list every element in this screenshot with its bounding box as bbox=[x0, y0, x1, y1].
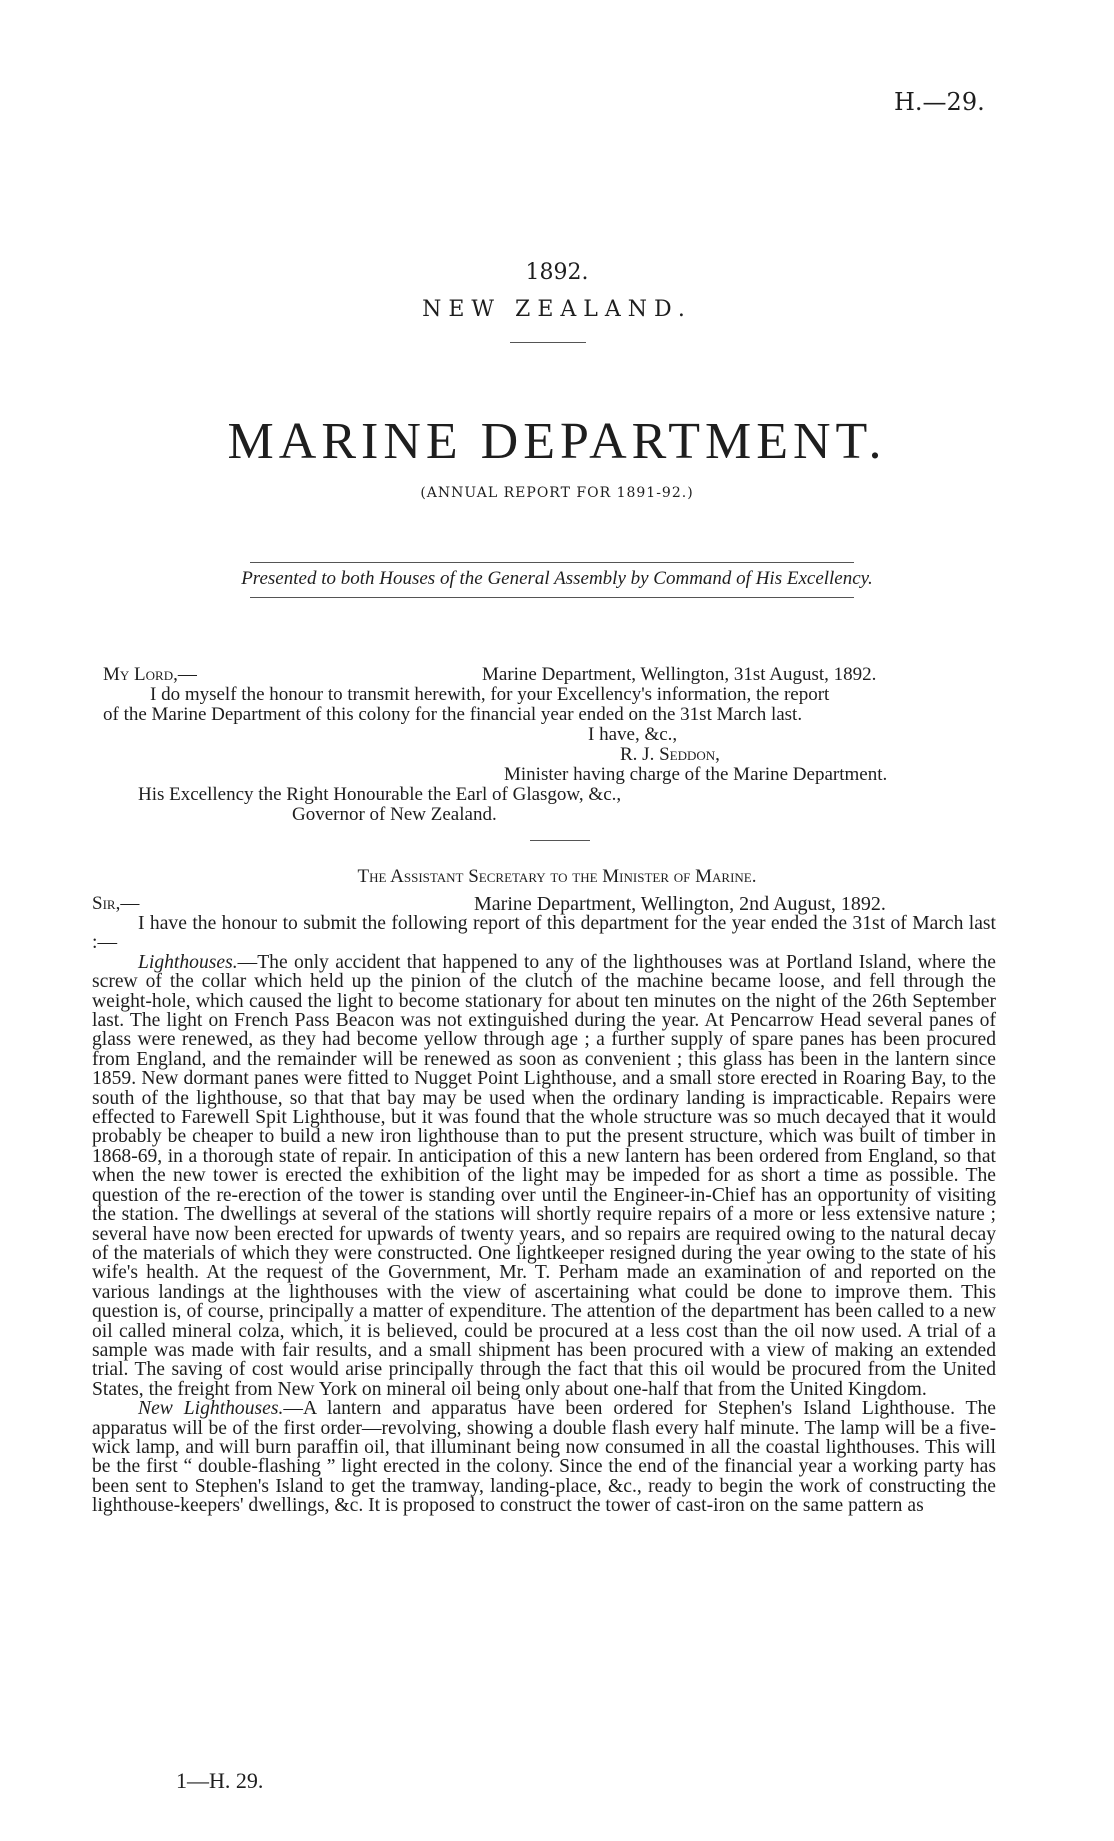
letter1-closing: I have, &c., bbox=[588, 724, 678, 745]
letter1-line2: of the Marine Department of this colony for the financial year ended on the 31st March last. bbox=[103, 704, 803, 725]
short-rule-top bbox=[510, 342, 586, 343]
new-lighthouses-text: —A lantern and apparatus have been ordered for Stephen's Island Lighthouse. The apparatus will be of the first order—revolving, showing a double flash every half minute. The lamp will be a five-wick lamp, and will burn paraffin oil, that illuminant being now consumed in all the coastal lighthouses. This will be the first “ double-flashing ” light erected in the colony. Since the end of the financial year a working party has been sent to Stephen's Island to get the tramway, landing-place, &c., ready to begin the work of constructing the lighthouse-keepers' dwellings, &c. It is proposed to construct the tower of cast-iron on the same pattern as bbox=[92, 1398, 997, 1517]
country-name: NEW ZEALAND. bbox=[422, 297, 692, 322]
letter1-addressee-1: His Excellency the Right Honourable the Earl of Glasgow, &c., bbox=[138, 784, 622, 805]
intro-paragraph: I have the honour to submit the following report of this department for the year ended the 31st of March last :— bbox=[92, 913, 996, 954]
letter2-dateline: Marine Department, Wellington, 2nd August, 1892. bbox=[474, 893, 886, 915]
document-subtitle: (ANNUAL REPORT FOR 1891-92.) bbox=[420, 485, 694, 501]
letter1-dateline: Marine Department, Wellington, 31st August, 1892. bbox=[482, 664, 877, 685]
letter1-signer-title: Minister having charge of the Marine Department. bbox=[504, 764, 888, 785]
letter1-signature: R. J. Seddon, bbox=[620, 744, 720, 765]
rule-above-presented bbox=[250, 562, 854, 563]
page-reference: H.—29. bbox=[894, 88, 985, 116]
document-title: MARINE DEPARTMENT. bbox=[227, 413, 887, 470]
report-body bbox=[92, 914, 996, 1516]
lighthouses-paragraph bbox=[92, 953, 996, 1399]
new-lighthouses-paragraph bbox=[92, 1399, 996, 1515]
letter1-addressee-2: Governor of New Zealand. bbox=[292, 804, 497, 825]
lighthouses-heading: Lighthouses. bbox=[138, 951, 238, 973]
new-lighthouses-heading: New Lighthouses. bbox=[138, 1398, 284, 1420]
letter1-salutation: My Lord,— bbox=[103, 664, 197, 685]
rule-below-presented bbox=[250, 597, 854, 598]
letter1-line1: I do myself the honour to transmit herewith, for your Excellency's information, the report bbox=[150, 684, 830, 705]
signature-mark: 1—H. 29. bbox=[176, 1768, 264, 1793]
presented-line: Presented to both Houses of the General Assembly by Command of His Excellency. bbox=[241, 568, 873, 589]
letter2-salutation: Sir,— bbox=[92, 893, 140, 914]
letter2-heading: The Assistant Secretary to the Minister of Marine. bbox=[357, 866, 757, 887]
lighthouses-text: —The only accident that happened to any of the lighthouses was at Portland Island, where the screw of the collar which held up the pinion of the clutch of the machine became loose, and fell through the weight-hole, which caused the light to become stationary for about ten minutes on the night of the 26th September last. The light on French Pass Beacon was not extinguished during the year. At Pencarrow Head several panes of glass were renewed, as they had become yellow through age ; a further supply of spare panes has been procured from England, and the remainder will be renewed as soon as convenient ; this glass has been in the lantern since 1859. New dormant panes were fitted to Nugget Point Lighthouse, and a small store erected in Roaring Bay, to the south of the lighthouse, so that that bay may be used when the ordinary landing is impracticable. Repairs were effected to Farewell Spit Lighthouse, but it was found that the whole structure was so much decayed that it would probably be cheaper to build a new iron lighthouse than to put the present structure, which was built of timber in 1868-69, in a thorough state of repair. In anticipation of this a new lantern has been ordered from England, so that when the new tower is erected the exhibition of the light may be impeded for as short a time as possible. The question of the re-erection of the tower is standing over until the Engineer-in-Chief has an opportunity of visiting the station. The dwellings at several of the stations will shortly require repairs of a more or less extensive nature ; several have now been erected for upwards of twenty years, and so repairs are required owing to the natural decay of the materials of which they were constructed. One lightkeeper resigned during the year owing to the state of his wife's health. At the request of the Government, Mr. T. Perham made an examination of and reported on the various landings at the lighthouses with the view of ascertaining what could be done to improve them. This question is, of course, principally a matter of expenditure. The attention of the department has been called to a new oil called mineral colza, which, it is believed, could be procured at a less cost than the oil now used. A trial of a sample was made with fair results, and a small shipment has been procured with a view of making an extended trial. The saving of cost would arise principally through the fact that this oil would be procured from the United States, the freight from New York on mineral oil being only about one-half that from the United Kingdom. bbox=[92, 951, 996, 1400]
short-rule-middle bbox=[530, 840, 590, 841]
report-year: 1892. bbox=[525, 260, 589, 285]
